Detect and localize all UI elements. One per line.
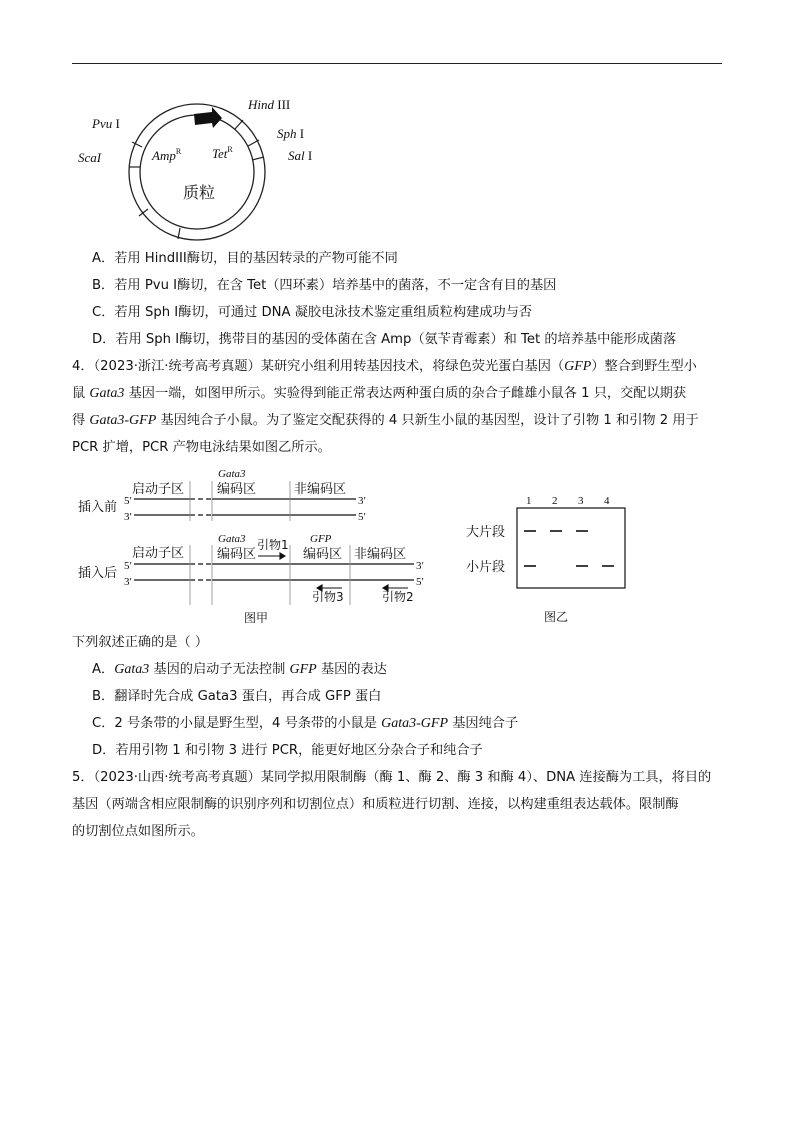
svg-text:5′: 5′ — [358, 511, 366, 523]
figure-yi — [460, 490, 635, 630]
q5-stem-line3: 的切割位点如图所示。 — [72, 824, 204, 839]
q3-option-d: D．若用 Sph Ⅰ酶切，携带目的基因的受体菌在含 Amp（氨苄青霉素）和 Tet 的培养基中能形成菌落 — [92, 332, 677, 347]
svg-text:Sal I: Sal I — [288, 148, 313, 163]
gel-frame — [517, 508, 625, 588]
q3-option-b: B．若用 Pvu Ⅰ酶切，在含 Tet（四环素）培养基中的菌落，不一定含有目的基因 — [92, 278, 557, 293]
q5-stem-line2: 基因（两端含相应限制酶的识别序列和切割位点）和质粒进行切割、连接，以构建重组表达载体。限制酶 — [72, 797, 679, 812]
figure-yi-caption: 图乙 — [544, 610, 569, 624]
q4-question: 下列叙述正确的是（ ） — [72, 635, 209, 650]
coding-label-after: 编码区 — [217, 547, 257, 562]
scai-label: ScaI — [78, 150, 102, 165]
gfp-label: GFP — [310, 533, 332, 545]
noncoding-label-before: 非编码区 — [294, 482, 347, 497]
large-fragment-label: 大片段 — [466, 525, 506, 540]
header-rule — [72, 63, 722, 64]
promoter-label-before: 启动子区 — [132, 482, 185, 497]
gata3-label-after: Gata3 — [218, 533, 246, 545]
svg-text:Pvu I: Pvu I — [92, 116, 120, 131]
figure-jia — [72, 465, 442, 630]
gel-bands — [524, 531, 614, 566]
tetr-label: Tet — [212, 146, 228, 161]
q3-option-a: A．若用 HindIII酶切，目的基因转录的产物可能不同 — [92, 251, 398, 266]
svg-text:5′: 5′ — [124, 560, 132, 572]
coding-label-before: 编码区 — [217, 482, 257, 497]
promoter-arrow — [194, 107, 222, 128]
lane-2: 2 — [552, 495, 558, 507]
q4-option-b: B．翻译时先合成 Gata3 蛋白，再合成 GFP 蛋白 — [92, 689, 382, 704]
q4-stem-line2: 鼠 Gata3 基因一端，如图甲所示。实验得到能正常表达两种蛋白质的杂合子雌雄小鼠各 1 只，交配以期获 — [72, 386, 687, 401]
svg-text:3′: 3′ — [124, 576, 132, 588]
svg-text:3′: 3′ — [358, 495, 366, 507]
ampr-label: Amp — [152, 148, 176, 163]
promoter-label-after: 启动子区 — [132, 546, 185, 561]
primer2-label: 引物2 — [382, 590, 414, 604]
q4-option-d: D．若用引物 1 和引物 3 进行 PCR，能更好地区分杂合子和纯合子 — [92, 743, 483, 758]
svg-text:AmpR: Amp$^R$ — [152, 147, 182, 163]
q5-stem-line1: 5．（2023·山西·统考高考真题）某同学拟用限制酶（酶 1、酶 2、酶 3 和酶 4）、DNA 连接酶为工具，将目的 — [72, 770, 712, 785]
q4-option-a: A．Gata3 基因的启动子无法控制 GFP 基因的表达 — [92, 662, 387, 677]
primer1-label: 引物1 — [257, 538, 289, 552]
q4-stem-line4: PCR 扩增，PCR 产物电泳结果如图乙所示。 — [72, 440, 331, 455]
dna-before — [134, 499, 356, 515]
lane-4: 4 — [604, 495, 610, 507]
gfp-coding-label: 编码区 — [303, 547, 343, 562]
small-fragment-label: 小片段 — [466, 560, 506, 575]
q4-stem-line3: 得 Gata3-GFP 基因纯合子小鼠。为了鉴定交配获得的 4 只新生小鼠的基因型，设计了引物 1 和引物 2 用于 — [72, 413, 699, 428]
plasmid-center-label: 质粒 — [183, 183, 216, 202]
gata3-label-before: Gata3 — [218, 468, 246, 480]
q4-option-c: C．2 号条带的小鼠是野生型，4 号条带的小鼠是 Gata3-GFP 基因纯合子 — [92, 716, 519, 731]
svg-text:Sph I: Sph I — [277, 126, 305, 141]
svg-text:Hind III: Hind III — [248, 97, 291, 112]
lane-3: 3 — [578, 495, 584, 507]
hindiii-label: Hind — [248, 97, 274, 112]
svg-text:TetR: Tet$^R$ — [212, 145, 233, 161]
sphi-label: Sph — [277, 126, 297, 141]
q4-stem-line1: 4．（2023·浙江·统考高考真题）某研究小组利用转基因技术，将绿色荧光蛋白基因（GFP）整合到野生型小 — [72, 359, 697, 374]
figure-jia-caption: 图甲 — [244, 611, 269, 625]
sali-label: Sal — [288, 148, 305, 163]
svg-text:5′: 5′ — [416, 576, 424, 588]
lane-1: 1 — [526, 495, 532, 507]
after-insertion-label: 插入后 — [78, 566, 118, 581]
pvui-label: Pvu — [92, 116, 113, 131]
svg-text:5′: 5′ — [124, 495, 132, 507]
q3-option-c: C．若用 Sph Ⅰ酶切，可通过 DNA 凝胶电泳技术鉴定重组质粒构建成功与否 — [92, 305, 533, 320]
noncoding-label-after: 非编码区 — [354, 547, 407, 562]
before-insertion-label: 插入前 — [78, 500, 118, 515]
plasmid-figure — [70, 92, 340, 242]
dna-after — [134, 564, 414, 580]
primer3-label: 引物3 — [312, 590, 344, 604]
svg-text:3′: 3′ — [416, 560, 424, 572]
svg-text:3′: 3′ — [124, 511, 132, 523]
